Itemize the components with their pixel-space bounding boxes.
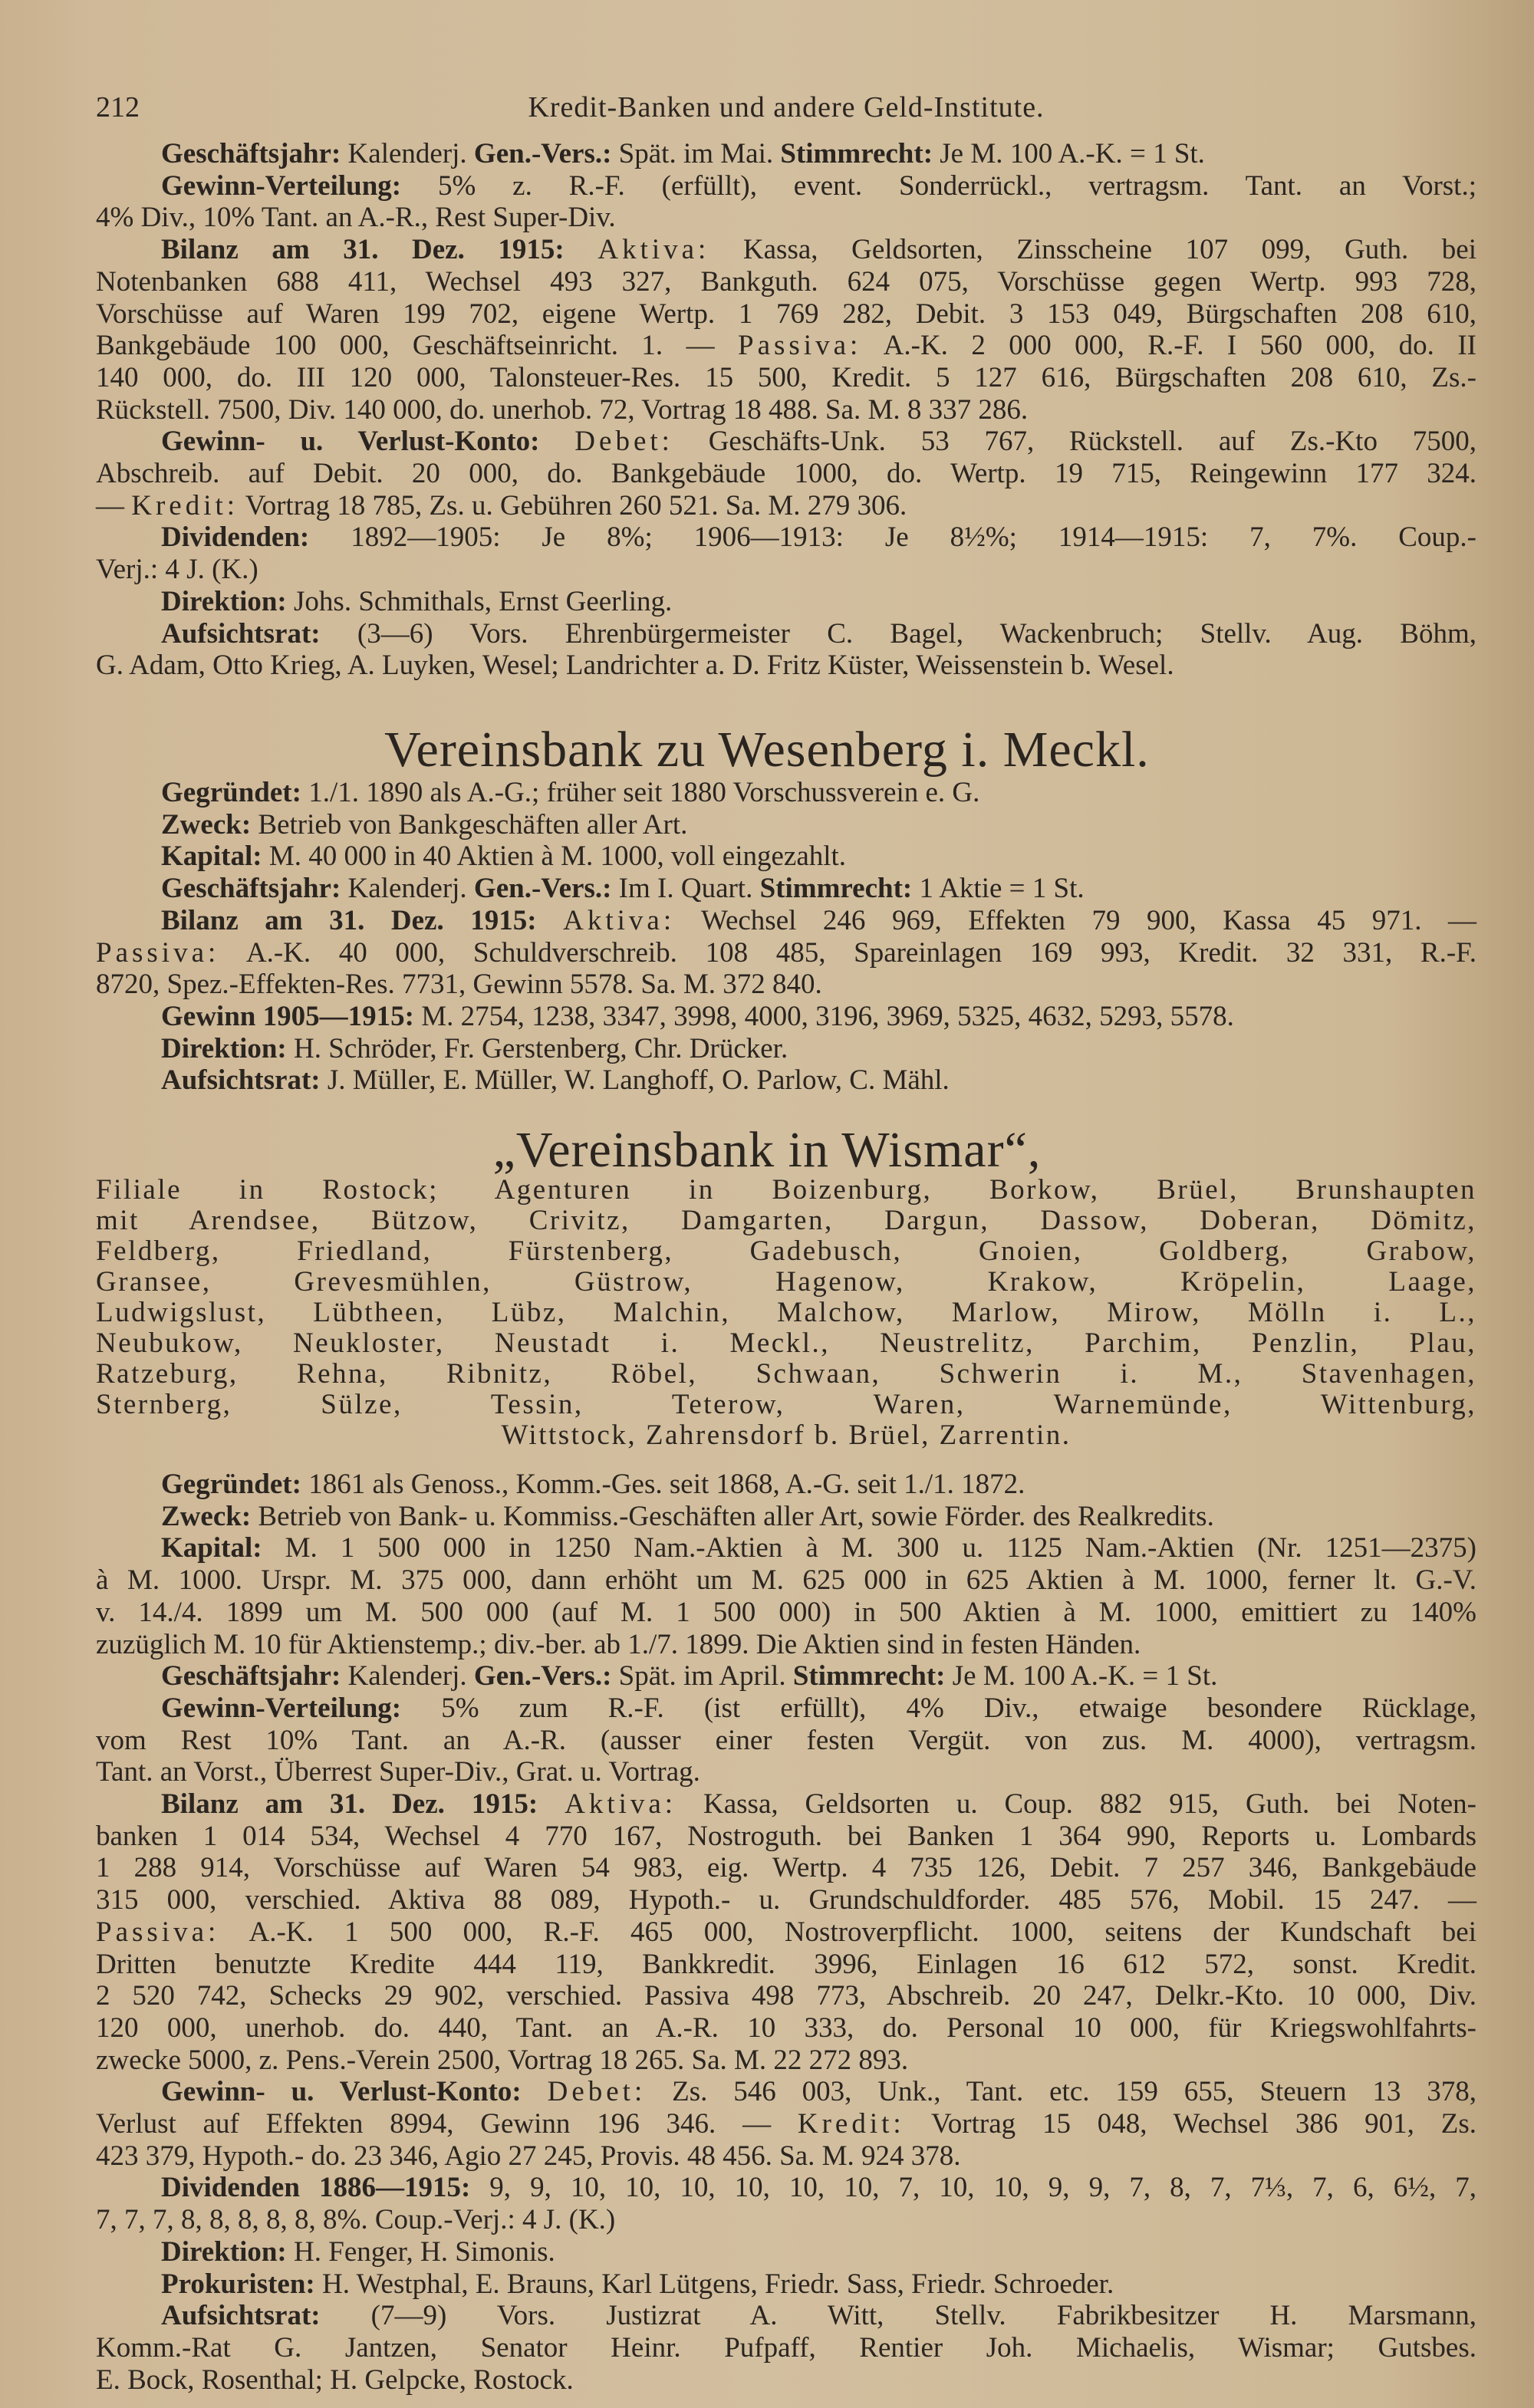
text-line <box>96 2108 1476 2140</box>
field-label: Kapital: <box>161 1532 262 1564</box>
paragraph <box>96 426 1476 521</box>
text-line <box>96 937 1476 969</box>
text-line <box>96 1064 1476 1097</box>
field-label: Direktion: <box>161 585 287 617</box>
text-line <box>96 1756 1476 1788</box>
text-segment: Rückstell. 7500, Div. 140 000, do. unerhob. 72, Vortrag 18 488. Sa. M. 8 337 286. <box>96 393 1029 426</box>
field-label: Dividenden 1886—1915: <box>161 2172 471 2204</box>
text-line <box>96 1852 1476 1884</box>
text-line <box>96 1564 1476 1597</box>
running-header <box>96 90 1476 129</box>
text-line <box>96 2332 1476 2364</box>
text-segment: Tant. an Vorst., Überrest Super-Div., Grat. u. Vortrag. <box>96 1756 700 1788</box>
text-line <box>96 1660 1476 1693</box>
text-line <box>96 394 1476 426</box>
text-line <box>96 969 1476 1001</box>
text-line <box>96 1390 1476 1420</box>
paragraph <box>96 1660 1476 1693</box>
spaced-label: Aktiva: <box>563 904 676 936</box>
text-line <box>96 266 1476 298</box>
text-segment: Notenbanken 688 411, Wechsel 493 327, Bankguth. 624 075, Vorschüsse gegen Wertp. 993 728, <box>96 265 1476 298</box>
text-segment: H. Fenger, H. Simonis. <box>286 2235 555 2268</box>
text-segment: Kassa, Geldsorten, Zinsscheine 107 099, Guth. bei <box>709 234 1477 266</box>
text-segment: E. Bock, Rosenthal; H. Gelpcke, Rostock. <box>96 2364 574 2396</box>
text-line <box>96 1629 1476 1661</box>
text-segment: J. Müller, E. Müller, W. Langhoff, O. Parlow, C. Mähl. <box>320 1064 950 1097</box>
text-segment <box>540 426 575 457</box>
text-line <box>96 1884 1476 1916</box>
text-segment: 5% zum R.-F. (ist erfüllt), 4% Div., etwaige besondere Rücklage, <box>401 1692 1476 1724</box>
text-segment: Verlust auf Effekten 8994, Gewinn 196 346. — <box>96 2108 798 2140</box>
branch-list <box>96 1175 1476 1451</box>
text-segment: Gransee, Grevesmühlen, Güstrow, Hagenow, Krakow, Kröpelin, Laage, <box>96 1266 1476 1298</box>
text-segment: 8720, Spez.-Effekten-Res. 7731, Gewinn 5578. Sa. M. 372 840. <box>96 969 822 1001</box>
text-segment: G. Adam, Otto Krieg, A. Luyken, Wesel; Landrichter a. D. Fritz Küster, Weissenstein b. Wesel. <box>96 650 1174 682</box>
text-line <box>96 554 1476 586</box>
text-segment: Verj.: 4 J. (K.) <box>96 554 258 586</box>
field-label: Direktion: <box>161 2235 287 2268</box>
field-label: Geschäftsjahr: <box>161 873 341 905</box>
paragraph <box>96 170 1476 234</box>
text-segment: vom Rest 10% Tant. an A.-R. (ausser einer festen Vergüt. von zus. M. 4000), vertragsm. <box>96 1724 1476 1756</box>
paragraph <box>96 1001 1476 1033</box>
text-line <box>96 2268 1476 2301</box>
entry-continued <box>96 138 1476 682</box>
text-segment: Filiale in Rostock; Agenturen in Boizenburg, Borkow, Brüel, Brunshaupten <box>96 1174 1476 1206</box>
field-label: Gegründet: <box>161 1469 301 1500</box>
text-segment: Neubukow, Neukloster, Neustadt i. Meckl., Neustrelitz, Parchim, Penzlin, Plau, <box>96 1327 1476 1359</box>
running-title: Kredit-Banken und andere Geld-Institute. <box>528 91 1045 123</box>
entry-heading-wesenberg: Vereinsbank zu Wesenberg i. Meckl. <box>384 722 1150 778</box>
text-segment: H. Schröder, Fr. Gerstenberg, Chr. Drücker. <box>286 1032 788 1064</box>
text-line <box>96 170 1476 202</box>
text-segment: 7, 7, 7, 8, 8, 8, 8, 8, 8%. Coup.-Verj.: 4 J. (K.) <box>96 2204 616 2236</box>
text-segment: Ludwigslust, Lübtheen, Lübz, Malchin, Malchow, Marlow, Mirow, Mölln i. L., <box>96 1297 1476 1328</box>
field-label: Gewinn- u. Verlust-Konto: <box>161 2076 522 2108</box>
text-segment: Bankgebäude 100 000, Geschäftseinricht. 1. — <box>96 330 738 362</box>
paragraph <box>96 809 1476 841</box>
text-segment: 120 000, unerhob. do. 440, Tant. an A.-R. 10 333, do. Personal 10 000, für Kriegswohlfahrts- <box>96 2012 1476 2044</box>
field-label: Geschäftsjahr: <box>161 138 341 169</box>
text-segment <box>538 1788 565 1820</box>
text-segment: Ratzeburg, Rehna, Ribnitz, Röbel, Schwaan, Schwerin i. M., Stavenhagen, <box>96 1358 1476 1390</box>
spaced-label: Passiva: <box>96 1916 220 1948</box>
text-segment: Wechsel 246 969, Effekten 79 900, Kassa 45 971. — <box>675 904 1477 936</box>
text-line <box>96 1175 1476 1206</box>
text-line <box>96 1693 1476 1725</box>
text-segment: 140 000, do. III 120 000, Talonsteuer-Res. 15 500, Kredit. 5 127 616, Bürgschaften 208 610, Zs.- <box>96 361 1476 393</box>
text-segment: Betrieb von Bank- u. Kommiss.-Geschäften aller Art, sowie Förder. des Realkredits. <box>251 1500 1214 1532</box>
page-number: 212 <box>96 91 140 123</box>
paragraph <box>96 2268 1476 2301</box>
text-segment: 1./1. 1890 als A.-G.; früher seit 1880 Vorschussverein e. G. <box>301 777 980 808</box>
text-segment: 5% z. R.-F. (erfüllt), event. Sonderrückl., vertragsm. Tant. an Vorst.; <box>401 169 1476 202</box>
text-segment: Je M. 100 A.-K. = 1 St. <box>933 138 1205 169</box>
text-segment: A.-K. 1 500 000, R.-F. 465 000, Nostroverpflicht. 1000, seitens der Kundschaft bei <box>219 1916 1476 1948</box>
entry-wesenberg <box>96 777 1476 1097</box>
paragraph <box>96 840 1476 873</box>
text-line <box>96 586 1476 618</box>
paragraph <box>96 1532 1476 1660</box>
spaced-label: Kredit: <box>131 489 239 521</box>
text-line <box>96 2140 1476 2173</box>
text-line <box>96 521 1476 554</box>
field-label: Stimmrecht: <box>759 873 913 905</box>
field-label: Aufsichtsrat: <box>161 617 321 650</box>
field-label: Gegründet: <box>161 777 301 808</box>
spaced-label: Passiva: <box>738 330 862 362</box>
field-label: Stimmrecht: <box>780 138 933 169</box>
text-segment: Spät. im Mai. <box>611 138 781 169</box>
paragraph <box>96 1788 1476 2076</box>
field-label: Bilanz am 31. Dez. 1915: <box>161 904 537 936</box>
text-line <box>96 1001 1476 1033</box>
text-line <box>96 330 1476 362</box>
text-line <box>96 840 1476 873</box>
text-segment: 4% Div., 10% Tant. an A.-R., Rest Super-Div. <box>96 202 616 234</box>
field-label: Gen.-Vers.: <box>473 1660 612 1693</box>
text-segment: Kassa, Geldsorten u. Coup. 882 915, Guth. bei Noten- <box>676 1788 1476 1821</box>
paragraph <box>96 234 1476 426</box>
text-segment: banken 1 014 534, Wechsel 4 770 167, Nostroguth. bei Banken 1 364 990, Reports u. Lombards <box>96 1820 1476 1852</box>
field-label: Geschäftsjahr: <box>161 1660 341 1693</box>
spaced-label: Aktiva: <box>565 1788 677 1821</box>
text-line <box>96 618 1476 650</box>
text-segment: Im I. Quart. <box>611 873 760 905</box>
text-segment: 315 000, verschied. Aktiva 88 089, Hypoth.- u. Grundschuldforder. 485 576, Mobil. 15 247. — <box>96 1884 1476 1916</box>
field-label: Gen.-Vers.: <box>473 873 612 905</box>
field-label: Gewinn-Verteilung: <box>161 1692 402 1724</box>
text-line <box>96 650 1476 682</box>
text-segment: Dritten benutzte Kredite 444 119, Bankkredit. 3996, Einlagen 16 612 572, sonst. Kredit. <box>96 1948 1476 1980</box>
paragraph <box>96 1469 1476 1501</box>
field-label: Stimmrecht: <box>792 1660 946 1693</box>
text-segment: mit Arendsee, Bützow, Crivitz, Damgarten, Dargun, Dassow, Doberan, Dömitz, <box>96 1205 1476 1236</box>
text-segment: M. 40 000 in 40 Aktien à M. 1000, voll eingezahlt. <box>262 840 847 873</box>
paragraph <box>96 777 1476 809</box>
text-segment: (7—9) Vors. Justizrat A. Witt, Stellv. Fabrikbesitzer H. Marsmann, <box>320 2300 1476 2332</box>
text-segment: Kalenderj. <box>341 1660 474 1693</box>
entry-heading-wismar: „Vereinsbank in Wismar“, <box>492 1122 1042 1178</box>
paragraph <box>96 1033 1476 1065</box>
text-segment: 1 Aktie = 1 St. <box>912 873 1085 905</box>
text-line <box>96 1359 1476 1390</box>
text-segment: 1892—1905: Je 8%; 1906—1913: Je 8½%; 1914—1915: 7, 7%. Coup.- <box>309 521 1476 554</box>
text-segment: — <box>96 489 132 521</box>
text-line <box>96 298 1476 331</box>
text-segment: M. 1 500 000 in 1250 Nam.-Aktien à M. 300 u. 1125 Nam.-Aktien (Nr. 1251—2375) <box>262 1532 1476 1564</box>
text-segment: (3—6) Vors. Ehrenbürgermeister C. Bagel, Wackenbruch; Stellv. Aug. Böhm, <box>320 617 1476 650</box>
paragraph <box>96 1175 1476 1451</box>
text-segment: Kalenderj. <box>341 873 474 905</box>
text-line <box>96 777 1476 809</box>
entry-wismar <box>96 1469 1476 2396</box>
text-line <box>96 1916 1476 1949</box>
field-label: Aufsichtsrat: <box>161 1064 321 1097</box>
text-line <box>96 1267 1476 1298</box>
paragraph <box>96 1693 1476 1788</box>
text-line <box>96 1206 1476 1236</box>
text-segment: 423 379, Hypoth.- do. 23 346, Agio 27 245, Provis. 48 456. Sa. M. 924 378. <box>96 2140 961 2172</box>
text-line <box>96 1501 1476 1533</box>
text-segment: Wittstock, Zahrensdorf b. Brüel, Zarrentin. <box>501 1419 1071 1451</box>
text-line <box>96 1821 1476 1853</box>
text-line <box>96 1725 1476 1757</box>
text-line <box>96 1033 1476 1065</box>
text-line <box>96 905 1476 937</box>
text-line <box>96 1597 1476 1629</box>
text-line <box>96 202 1476 234</box>
spaced-label: Debet: <box>547 2076 647 2108</box>
text-line <box>96 2076 1476 2108</box>
text-line <box>96 362 1476 394</box>
text-line <box>96 809 1476 841</box>
paragraph <box>96 521 1476 585</box>
text-segment: Komm.-Rat G. Jantzen, Senator Heinr. Pufpaff, Rentier Joh. Michaelis, Wismar; Gutsbes. <box>96 2331 1476 2364</box>
text-segment <box>565 234 598 265</box>
text-segment: zuzüglich M. 10 für Aktienstemp.; div.-ber. ab 1./7. 1899. Die Aktien sind in festen Händen. <box>96 1628 1141 1660</box>
text-line <box>96 426 1476 458</box>
text-segment: à M. 1000. Urspr. M. 375 000, dann erhöht um M. 625 000 in 625 Aktien à M. 1000, ferner lt. G.-V. <box>96 1564 1476 1597</box>
paragraph <box>96 138 1476 170</box>
field-label: Gen.-Vers.: <box>473 138 612 169</box>
text-segment: Abschreib. auf Debit. 20 000, do. Bankgebäude 1000, do. Wertp. 19 715, Reingewinn 177 324. <box>96 458 1476 490</box>
field-label: Gewinn-Verteilung: <box>161 169 402 202</box>
text-line <box>96 1236 1476 1267</box>
field-label: Bilanz am 31. Dez. 1915: <box>161 1788 538 1821</box>
field-label: Zweck: <box>161 1500 252 1532</box>
text-segment: Geschäfts-Unk. 53 767, Rückstell. auf Zs.-Kto 7500, <box>673 426 1476 458</box>
text-line <box>96 1949 1476 1981</box>
text-line <box>96 1980 1476 2012</box>
text-line <box>96 1788 1476 1821</box>
text-segment: 9, 9, 10, 10, 10, 10, 10, 10, 7, 10, 10, 9, 9, 7, 8, 7, 7⅓, 7, 6, 6½, 7, <box>470 2172 1476 2204</box>
text-segment: Je M. 100 A.-K. = 1 St. <box>945 1660 1218 1693</box>
text-line <box>96 1469 1476 1501</box>
paragraph <box>96 1501 1476 1533</box>
text-segment: zwecke 5000, z. Pens.-Verein 2500, Vortrag 18 265. Sa. M. 22 272 893. <box>96 2044 909 2076</box>
text-segment: Betrieb von Bankgeschäften aller Art. <box>251 808 688 840</box>
paragraph <box>96 2236 1476 2268</box>
spaced-label: Passiva: <box>96 936 220 969</box>
text-line <box>96 2236 1476 2268</box>
text-segment: v. 14./4. 1899 um M. 500 000 (auf M. 1 500 000) in 500 Aktien à M. 1000, emittiert zu 140% <box>96 1596 1476 1628</box>
text-segment: 1 288 914, Vorschüsse auf Waren 54 983, eig. Wertp. 4 735 126, Debit. 7 257 346, Bankgebäude <box>96 1852 1476 1884</box>
spaced-label: Aktiva: <box>597 234 710 266</box>
text-line <box>96 2364 1476 2396</box>
field-label: Prokuristen: <box>161 2268 315 2300</box>
text-line <box>96 1298 1476 1328</box>
text-segment: Spät. im April. <box>611 1660 793 1693</box>
text-line <box>96 138 1476 170</box>
text-segment: Vortrag 15 048, Wechsel 386 901, Zs. <box>904 2108 1476 2140</box>
text-line <box>96 1328 1476 1359</box>
text-segment: 1861 als Genoss., Komm.-Ges. seit 1868, A.-G. seit 1./1. 1872. <box>301 1469 1025 1500</box>
field-label: Dividenden: <box>161 521 310 554</box>
field-label: Zweck: <box>161 808 252 840</box>
text-line <box>96 873 1476 905</box>
text-segment: Vorschüsse auf Waren 199 702, eigene Wertp. 1 769 282, Debit. 3 153 049, Bürgschaften 208 610, <box>96 298 1476 330</box>
text-line <box>96 234 1476 266</box>
field-label: Gewinn- u. Verlust-Konto: <box>161 426 540 458</box>
text-line <box>96 2204 1476 2236</box>
paragraph <box>96 618 1476 682</box>
text-line <box>96 1532 1476 1564</box>
paragraph <box>96 586 1476 618</box>
spaced-label: Debet: <box>574 426 673 458</box>
paragraph <box>96 1064 1476 1097</box>
text-segment: M. 2754, 1238, 3347, 3998, 4000, 3196, 3969, 5325, 4632, 5293, 5578. <box>413 1000 1234 1032</box>
text-line <box>96 2012 1476 2044</box>
text-segment: Johs. Schmithals, Ernst Geerling. <box>286 585 673 617</box>
text-segment: A.-K. 2 000 000, R.-F. I 560 000, do. II <box>861 330 1476 362</box>
text-line <box>96 1420 1476 1451</box>
text-segment <box>522 2076 548 2107</box>
spaced-label: Kredit: <box>797 2108 905 2140</box>
text-segment: Vortrag 18 785, Zs. u. Gebühren 260 521. Sa. M. 279 306. <box>239 489 907 521</box>
text-segment <box>537 905 564 936</box>
text-segment: A.-K. 40 000, Schuldverschreib. 108 485, Spareinlagen 169 993, Kredit. 32 331, R.-F. <box>219 936 1476 969</box>
paragraph <box>96 2076 1476 2172</box>
text-segment: Kalenderj. <box>341 138 474 169</box>
text-line <box>96 2172 1476 2204</box>
field-label: Kapital: <box>161 840 262 873</box>
paragraph <box>96 873 1476 905</box>
text-segment: H. Westphal, E. Brauns, Karl Lütgens, Friedr. Sass, Friedr. Schroeder. <box>314 2268 1114 2300</box>
field-label: Gewinn 1905—1915: <box>161 1000 414 1032</box>
text-segment: Feldberg, Friedland, Fürstenberg, Gadebusch, Gnoien, Goldberg, Grabow, <box>96 1235 1476 1267</box>
paragraph <box>96 905 1476 1001</box>
paragraph <box>96 2172 1476 2235</box>
text-line <box>96 2044 1476 2077</box>
field-label: Bilanz am 31. Dez. 1915: <box>161 234 565 266</box>
text-line <box>96 458 1476 490</box>
field-label: Aufsichtsrat: <box>161 2300 321 2332</box>
text-line <box>96 490 1476 522</box>
text-segment: Zs. 546 003, Unk., Tant. etc. 159 655, Steuern 13 378, <box>646 2076 1477 2108</box>
paragraph <box>96 2300 1476 2396</box>
text-segment: Sternberg, Sülze, Tessin, Teterow, Waren, Warnemünde, Wittenburg, <box>96 1389 1476 1420</box>
text-segment: 2 520 742, Schecks 29 902, verschied. Passiva 498 773, Abschreib. 20 247, Delkr.-Kto. 10 000, Div. <box>96 1980 1476 2012</box>
field-label: Direktion: <box>161 1032 287 1064</box>
text-line <box>96 2300 1476 2332</box>
